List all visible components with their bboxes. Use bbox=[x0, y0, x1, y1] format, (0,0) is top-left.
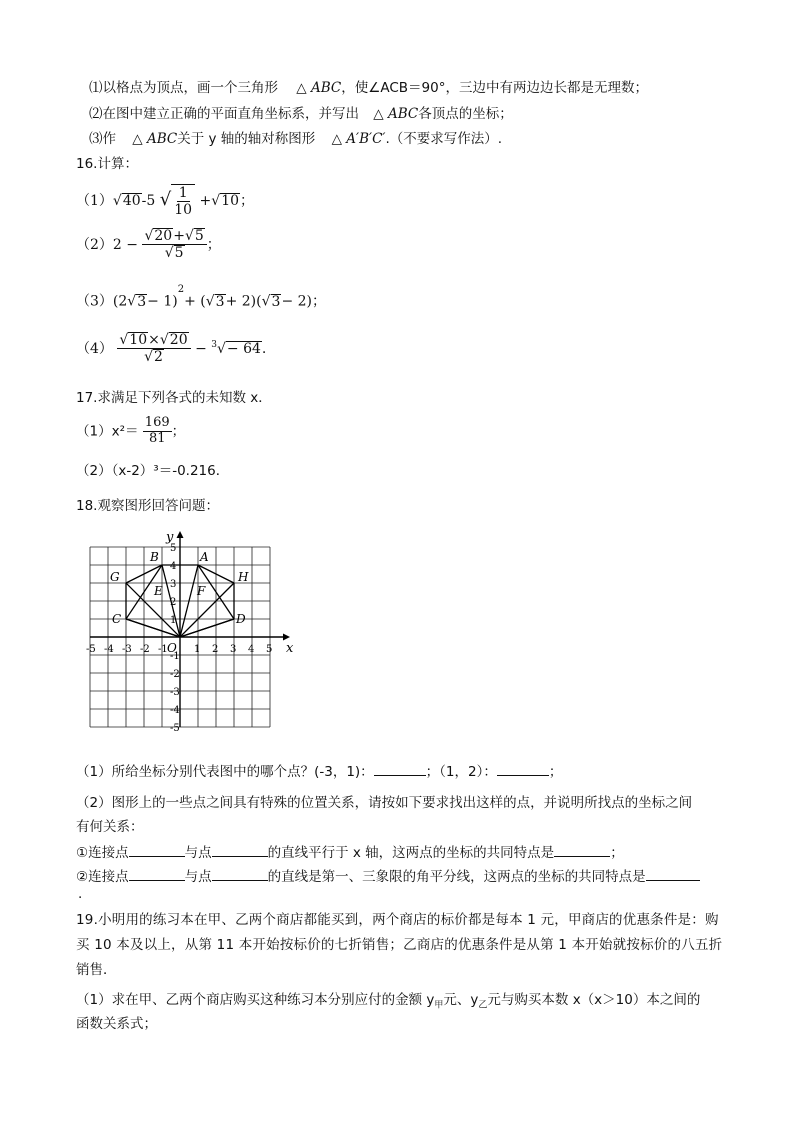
q18-cond2: ②连接点 与点 的直线是第一、三象限的角平分线，这两点的坐标的共同特点是 bbox=[76, 866, 700, 885]
sqrt-symbol: √ bbox=[211, 193, 221, 210]
q18-part2: （2）图形上的一些点之间具有特殊的位置关系，请按如下要求找出这样的点，并说明所找点的坐标之间 bbox=[76, 795, 693, 811]
fraction: $\frac{1}{10}$ bbox=[171, 184, 195, 218]
y-axis-arrow bbox=[177, 531, 184, 538]
answer-blank[interactable] bbox=[212, 866, 268, 881]
answer-blank[interactable] bbox=[212, 842, 268, 857]
point-label: G bbox=[110, 570, 120, 584]
sqrt-symbol: √ bbox=[164, 245, 174, 262]
q16-item3: $(3)(2√3- 1)^2+ (√3+ 2)(√3- 2)$； bbox=[76, 284, 326, 310]
point-label: C bbox=[112, 612, 122, 626]
fraction: $\frac{√20+√5}{√5}$ bbox=[142, 228, 206, 262]
sqrt-symbol: √ bbox=[144, 349, 153, 366]
sqrt-symbol: √ bbox=[144, 228, 154, 244]
sqrt-symbol: √ bbox=[261, 293, 271, 310]
answer-blank[interactable] bbox=[129, 866, 185, 881]
q17-title: 17.求满足下列各式的未知数 x． bbox=[76, 390, 272, 406]
q16-item4: （4） $\frac{√10\times√20}{√2}$ − $^3$√− 64. bbox=[76, 332, 267, 366]
q19-line1: 19.小明用的练习本在甲、乙两个商店都能买到，两个商店的标价都是每本 1 元，甲商店的优惠条件是：购 bbox=[76, 912, 719, 928]
origin-label: O bbox=[167, 641, 177, 655]
figure-segment bbox=[180, 583, 234, 637]
sqrt-symbol: √ bbox=[184, 228, 194, 244]
x-tick-label: -4 bbox=[104, 644, 114, 655]
q15-part2: ⑵在图中建立正确的平面直角坐标系，并写出 △ ABC各顶点的坐标； bbox=[89, 106, 513, 122]
x-tick-label: 1 bbox=[194, 644, 201, 655]
answer-blank[interactable] bbox=[374, 761, 426, 776]
sqrt-symbol: √ bbox=[112, 193, 122, 210]
sqrt-symbol: √ bbox=[127, 293, 137, 310]
coordinate-graph bbox=[80, 527, 295, 737]
y-tick-label: 1 bbox=[170, 615, 177, 626]
y-tick-label: 2 bbox=[170, 597, 177, 608]
q19-line4: （1）求在甲、乙两个商店购买这种练习本分别应付的金额 $y_甲$元、$y_乙$元与购买本数 x（x＞10）本之间的 bbox=[76, 992, 701, 1011]
x-tick-label: -5 bbox=[86, 644, 96, 655]
answer-blank[interactable] bbox=[554, 842, 610, 857]
q16-item1: （1）√40-5 √ $\frac{1}{10}$ +√10； bbox=[76, 185, 255, 219]
sqrt-symbol: √ bbox=[119, 332, 129, 348]
q18-title: 18.观察图形回答问题： bbox=[76, 498, 219, 514]
q19-line2: 买 10 本及以上，从第 11 本开始按标价的七折销售；乙商店的优惠条件是从第 1 本开始就按标价的八五折 bbox=[76, 937, 723, 953]
x-tick-label: -3 bbox=[122, 644, 132, 655]
sqrt-symbol: √ bbox=[159, 189, 172, 211]
sqrt-symbol: √ bbox=[205, 293, 215, 310]
q18-cond2-end: . bbox=[78, 886, 83, 902]
y-tick-label: 4 bbox=[170, 561, 177, 572]
q17-item1: （1）x²＝ $\frac{169}{81}$ ； bbox=[76, 415, 186, 446]
figure-segment bbox=[126, 583, 180, 637]
point-label: E bbox=[154, 584, 163, 598]
y-tick-label: -2 bbox=[170, 669, 180, 680]
x-tick-label: 5 bbox=[266, 644, 273, 655]
y-tick-label: -4 bbox=[170, 705, 180, 716]
x-tick-label: 3 bbox=[230, 644, 237, 655]
sqrt-symbol: √ bbox=[159, 332, 169, 348]
x-axis-arrow bbox=[283, 634, 290, 641]
point-label: B bbox=[150, 550, 159, 564]
q18-part2b: 有何关系： bbox=[76, 819, 144, 835]
q18-part1: （1）所给坐标分别代表图中的哪个点？(-3，1)： ；（1，2）： ； bbox=[76, 761, 562, 780]
y-axis-label: y bbox=[166, 530, 174, 545]
sqrt-symbol: √ bbox=[216, 340, 226, 357]
answer-blank[interactable] bbox=[129, 842, 185, 857]
q15-part3: ⑶作 △ ABC关于 y 轴的轴对称图形 △ A′B′C′.（不要求写作法）. bbox=[89, 131, 503, 147]
q19-line5: 函数关系式； bbox=[76, 1016, 157, 1032]
fraction: $\frac{√10\times√20}{√2}$ bbox=[117, 332, 190, 366]
fraction: $\frac{169}{81}$ bbox=[144, 415, 170, 446]
x-tick-label: 2 bbox=[212, 644, 219, 655]
answer-blank[interactable] bbox=[497, 761, 549, 776]
q16-title: 16.计算： bbox=[76, 156, 138, 172]
y-tick-label: 5 bbox=[170, 543, 177, 554]
q16-item2: （2）2 − $\frac{√20+√5}{√5}$ ； bbox=[76, 228, 221, 262]
q18-cond1: ①连接点 与点 的直线平行于 x 轴，这两点的坐标的共同特点是 ； bbox=[76, 842, 624, 861]
x-tick-label: -1 bbox=[158, 644, 168, 655]
answer-blank[interactable] bbox=[646, 866, 700, 881]
point-label: H bbox=[238, 570, 249, 584]
y-tick-label: -3 bbox=[170, 687, 180, 698]
q17-item2: （2）（x-2）³＝-0.216． bbox=[76, 463, 230, 479]
x-tick-label: 4 bbox=[248, 644, 255, 655]
x-axis-label: x bbox=[286, 641, 294, 656]
q19-line3: 销售． bbox=[76, 962, 117, 978]
y-tick-label: -1 bbox=[170, 651, 180, 662]
point-label: D bbox=[236, 612, 246, 626]
q15-part1: ⑴以格点为顶点，画一个三角形 △ ABC，使∠ACB＝90°，三边中有两边边长都是无理数； bbox=[89, 80, 648, 96]
point-label: F bbox=[197, 584, 206, 598]
y-tick-label: -5 bbox=[170, 723, 180, 734]
y-tick-label: 3 bbox=[170, 579, 177, 590]
x-tick-label: -2 bbox=[140, 644, 150, 655]
point-label: A bbox=[200, 550, 209, 564]
